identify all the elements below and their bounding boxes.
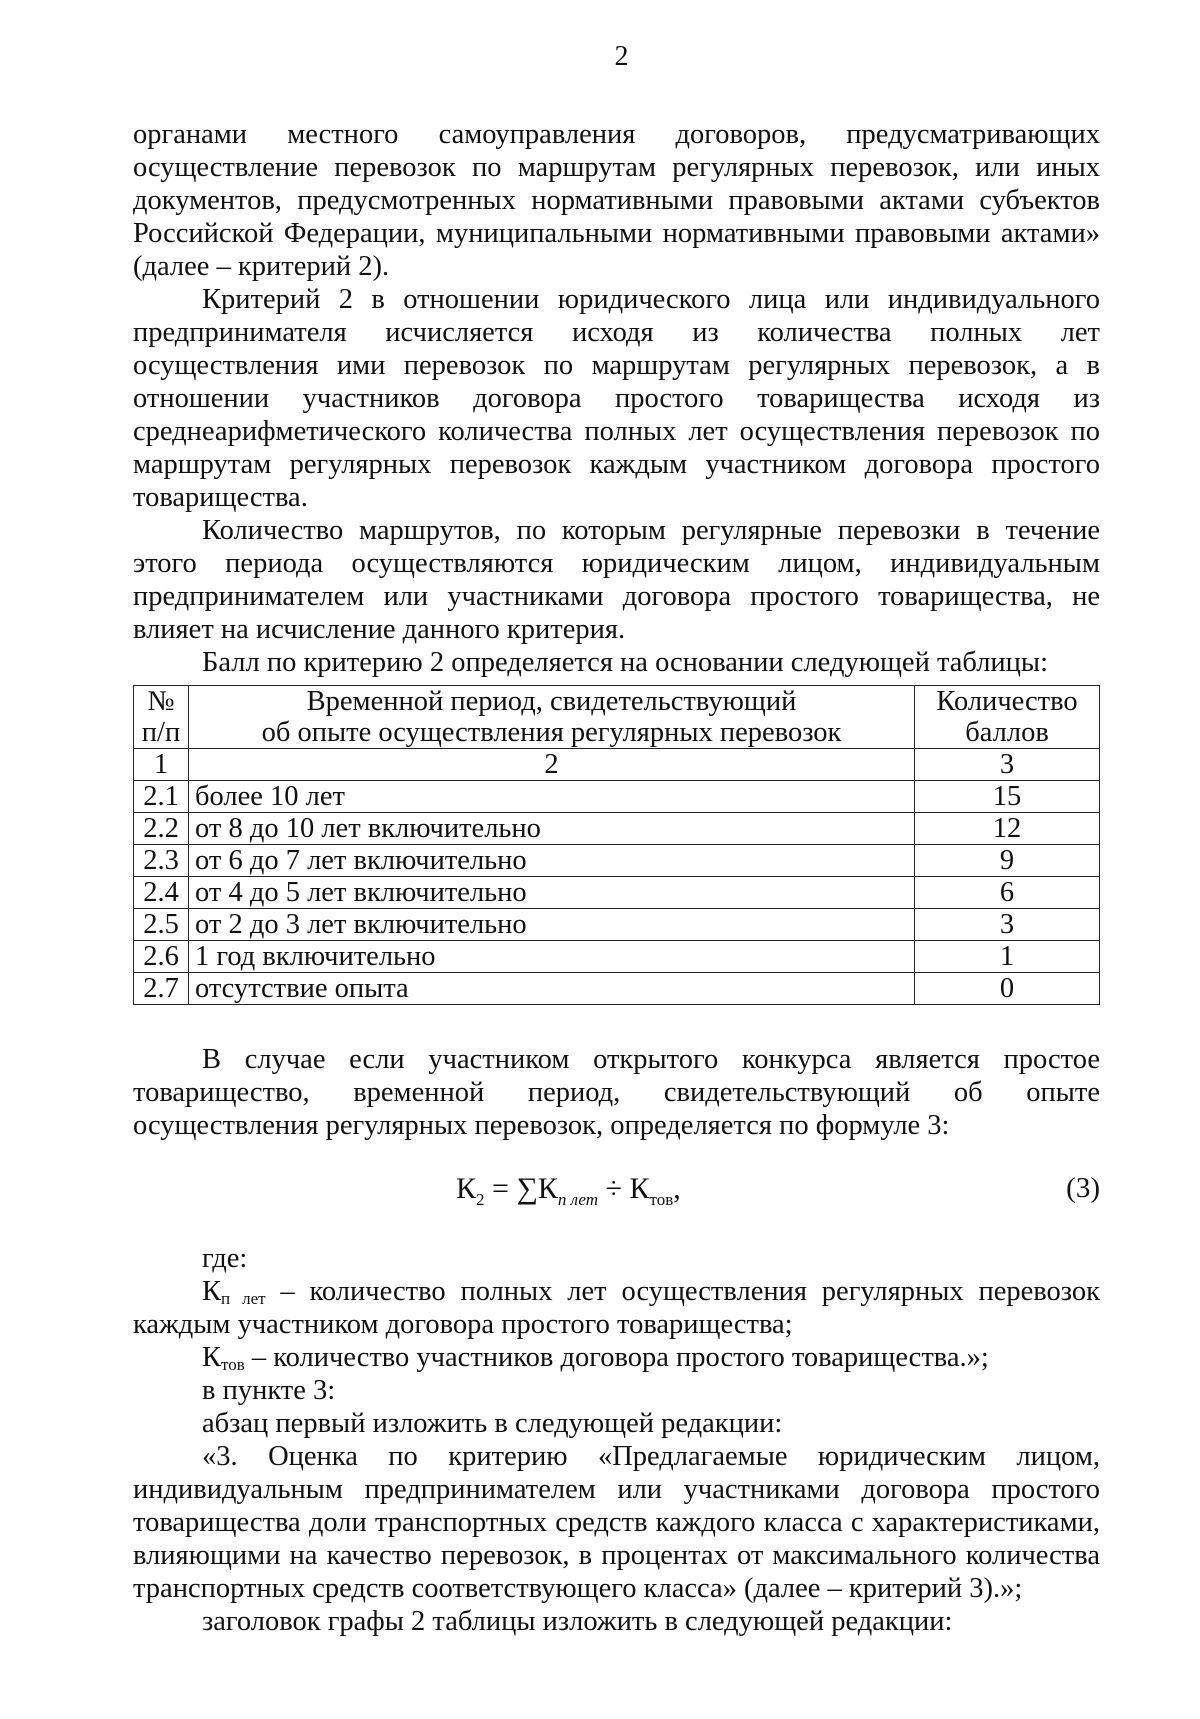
formula-expression — [456, 1172, 681, 1210]
row-number: 2.3 — [134, 845, 189, 877]
header-period-line2: об опыте осуществления регулярных перевозок — [261, 717, 842, 748]
paragraph-criterion-2-calculation: Критерий 2 в отношении юридического лица или индивидуального предпринимателя исчисляется исходя из количества полных лет осуществления ими перевозок по маршрутам регулярных перевозок, а в отношении участников договора простого товарищества исходя из среднеарифметического количества полных лет осуществления перевозок по маршрутам регулярных перевозок каждым участником договора простого товарищества. — [133, 284, 1100, 513]
row-points: 12 — [915, 813, 1100, 845]
table-row — [134, 813, 1100, 845]
row-period: от 8 до 10 лет включительно — [189, 813, 915, 845]
row-period: от 2 до 3 лет включительно — [189, 909, 915, 941]
definition-text: – количество полных лет осуществления регулярных перевозок каждым участником договора простого товарищества; — [133, 1276, 1100, 1340]
row-number: 2.2 — [134, 813, 189, 845]
column-numbers-row — [134, 749, 1100, 781]
row-number: 2.7 — [134, 973, 189, 1005]
row-period: от 6 до 7 лет включительно — [189, 845, 915, 877]
paragraph-table-intro: Балл по критерию 2 определяется на основании следующей таблицы: — [202, 647, 1048, 678]
row-points: 3 — [915, 909, 1100, 941]
header-period-cell — [189, 686, 915, 749]
paragraph-partnership-formula-intro: В случае если участником открытого конкурса является простое товарищество, временной период, свидетельствующий об опыте осуществления регулярных перевозок, определяется по формуле 3: — [133, 1044, 1100, 1141]
row-period: от 4 до 5 лет включительно — [189, 877, 915, 909]
definition-symbol: К — [202, 1276, 222, 1307]
row-number: 2.6 — [134, 941, 189, 973]
row-points: 1 — [915, 941, 1100, 973]
formula-lhs-sub: 2 — [476, 1190, 485, 1209]
row-period: более 10 лет — [189, 781, 915, 813]
document-page — [133, 40, 1100, 1638]
definition-symbol: К — [202, 1342, 222, 1373]
header-period-line1: Временной период, свидетельствующий — [306, 686, 797, 717]
header-number-cell — [134, 686, 189, 749]
table-row — [134, 781, 1100, 813]
header-number-line2: п/п — [141, 717, 181, 748]
table-header-row — [134, 686, 1100, 749]
formula-sum-symbol: ∑ — [516, 1172, 538, 1205]
formula-3 — [133, 1162, 1100, 1218]
paragraph-in-point-3: в пункте 3: — [202, 1375, 336, 1406]
definition-k-years — [133, 1275, 1100, 1341]
column-number-3: 3 — [915, 749, 1100, 781]
formula-term2-symbol: К — [629, 1172, 650, 1205]
paragraph-routes-count: Количество маршрутов, по которым регулярные перевозки в течение этого периода осуществляются юридическим лицом, индивидуальным предпринимателем или участниками договора простого товарищества, не влияет на исчисление данного критерия. — [133, 515, 1100, 645]
paragraph-first-abzac: абзац первый изложить в следующей редакции: — [202, 1408, 783, 1439]
row-points: 6 — [915, 877, 1100, 909]
row-period: отсутствие опыта — [189, 973, 915, 1005]
formula-term1-sub: n лет — [557, 1190, 599, 1209]
where-label: где: — [202, 1243, 248, 1274]
page-number: 2 — [614, 41, 629, 72]
header-number-line1: № — [147, 686, 175, 717]
row-points: 9 — [915, 845, 1100, 877]
table-row — [134, 845, 1100, 877]
column-number-2: 2 — [189, 749, 915, 781]
formula-divide: ÷ — [605, 1172, 622, 1205]
row-number: 2.5 — [134, 909, 189, 941]
column-number-1: 1 — [134, 749, 189, 781]
formula-term1-symbol: К — [537, 1172, 558, 1205]
row-period: 1 год включительно — [189, 941, 915, 973]
paragraph-criterion-2-end: органами местного самоуправления договоров, предусматривающих осуществление перевозок по маршрутам регулярных перевозок, или иных документов, предусмотренных нормативными правовыми актами субъектов Российской Федерации, муниципальными нормативными правовыми актами» (далее – критерий 2). — [133, 119, 1100, 282]
header-points-line1: Количество — [936, 686, 1078, 717]
table-row — [134, 877, 1100, 909]
definition-k-participants — [133, 1341, 1100, 1374]
definition-subscript: п лет — [221, 1289, 266, 1308]
paragraph-column-2-heading: заголовок графы 2 таблицы изложить в следующей редакции: — [202, 1606, 953, 1637]
row-points: 0 — [915, 973, 1100, 1005]
formula-number: (3) — [1066, 1172, 1100, 1204]
header-points-line2: баллов — [965, 717, 1049, 748]
row-points: 15 — [915, 781, 1100, 813]
formula-lhs-symbol: К — [456, 1172, 477, 1205]
table-row — [134, 973, 1100, 1005]
table-row — [134, 909, 1100, 941]
header-points-cell — [915, 686, 1100, 749]
criterion-2-score-table — [133, 685, 1100, 1005]
formula-equals: = — [492, 1172, 509, 1205]
formula-term2-sub: тов — [649, 1190, 674, 1209]
definition-subscript: тов — [221, 1355, 245, 1374]
table-row — [134, 941, 1100, 973]
paragraph-criterion-3: «3. Оценка по критерию «Предлагаемые юридическим лицом, индивидуальным предпринимателем или участниками договора простого товарищества доли транспортных средств каждого класса с характеристиками, влияющими на качество перевозок, в процентах от максимального количества транспортных средств соответствующего класса» (далее – критерий 3).»; — [133, 1441, 1100, 1604]
row-number: 2.1 — [134, 781, 189, 813]
formula-trailing-comma: , — [673, 1172, 681, 1205]
definition-text: – количество участников договора простого товарищества.»; — [244, 1342, 989, 1373]
row-number: 2.4 — [134, 877, 189, 909]
